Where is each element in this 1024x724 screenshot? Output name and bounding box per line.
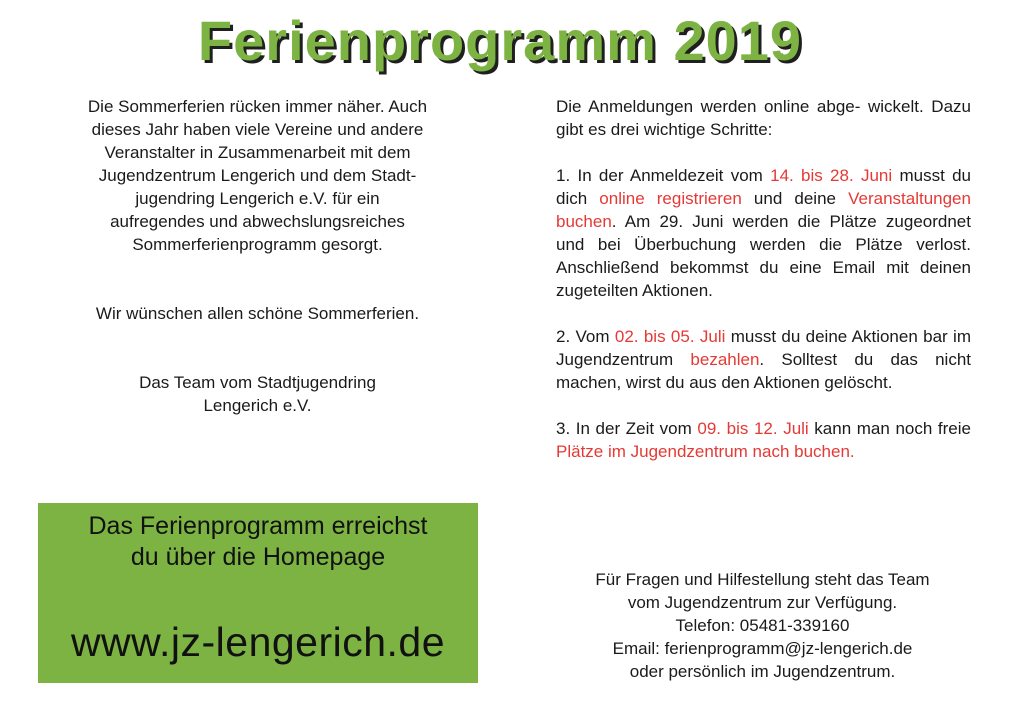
late-booking-highlight: Plätze im Jugendzentrum nach buchen. bbox=[556, 442, 855, 461]
registration-period: 14. bis 28. Juni bbox=[770, 166, 893, 185]
right-column bbox=[556, 95, 971, 486]
step-1-text: 1. In der Anmeldezeit vom bbox=[556, 166, 771, 185]
intro-text: Die Sommerferien rücken immer näher. Auch dieses Jahr haben viele Vereine und andere Veranstalter in Zusammenarbeit mit dem Jugendzentrum Lengerich und dem Stadt- jugendring Lengerich e.V. für ein aufregendes und abwechslungsreiches Sommerferienprogramm gesorgt. bbox=[87, 97, 428, 254]
step-1-text: . Am 29. Juni werden die Plätze zugeordnet und bei Überbuchung werden die Plätze verlost. Anschließend bekommst du eine Email mit deinen zugeteilten Aktionen. bbox=[556, 212, 971, 300]
payment-period: 02. bis 05. Juli bbox=[614, 327, 726, 346]
step-2-text: musst du deine Aktionen bar im Jugendzentrum bbox=[556, 327, 971, 369]
step-2-text: . Solltest du das nicht machen, wirst du aus den Aktionen gelöscht. bbox=[556, 350, 972, 392]
step-3-text: 3. In der Zeit vom bbox=[556, 419, 698, 438]
homepage-url[interactable]: www.jz-lengerich.de bbox=[70, 619, 446, 665]
wish-text: Wir wünschen allen schöne Sommerferien. bbox=[95, 304, 420, 323]
contact-line: oder persönlich im Jugendzentrum. bbox=[629, 662, 896, 681]
step-3-text: kann man noch freie bbox=[808, 419, 971, 438]
step-2 bbox=[556, 325, 971, 394]
pay-highlight: bezahlen bbox=[690, 350, 760, 369]
email-address: Email: ferienprogramm@jz-lengerich.de bbox=[612, 639, 913, 658]
page-title: Ferienprogramm 2019 bbox=[197, 9, 803, 72]
team-signature: Das Team vom Stadtjugendring Lengerich e.V. bbox=[139, 373, 376, 415]
step-1 bbox=[556, 164, 971, 302]
contact-info bbox=[540, 568, 985, 683]
step-1-text: und deine bbox=[741, 189, 849, 208]
register-online-highlight: online registrieren bbox=[599, 189, 742, 208]
book-events-highlight: Veranstaltungen buchen bbox=[556, 189, 971, 231]
left-column bbox=[30, 95, 485, 417]
step-2-text: 2. Vom bbox=[556, 327, 615, 346]
step-1-text: musst du dich bbox=[556, 166, 971, 208]
step-3 bbox=[556, 417, 971, 463]
registration-intro: Die Anmeldungen werden online abge- wickelt. Dazu gibt es drei wichtige Schritte: bbox=[556, 97, 971, 139]
contact-line: Für Fragen und Hilfestellung steht das Team bbox=[595, 570, 930, 589]
phone-number: Telefon: 05481-339160 bbox=[675, 616, 850, 635]
late-booking-period: 09. bis 12. Juli bbox=[697, 419, 809, 438]
homepage-box bbox=[38, 503, 478, 683]
contact-line: vom Jugendzentrum zur Verfügung. bbox=[627, 593, 898, 612]
homepage-box-text: Das Ferienprogramm erreichst du über die Homepage bbox=[88, 512, 428, 571]
